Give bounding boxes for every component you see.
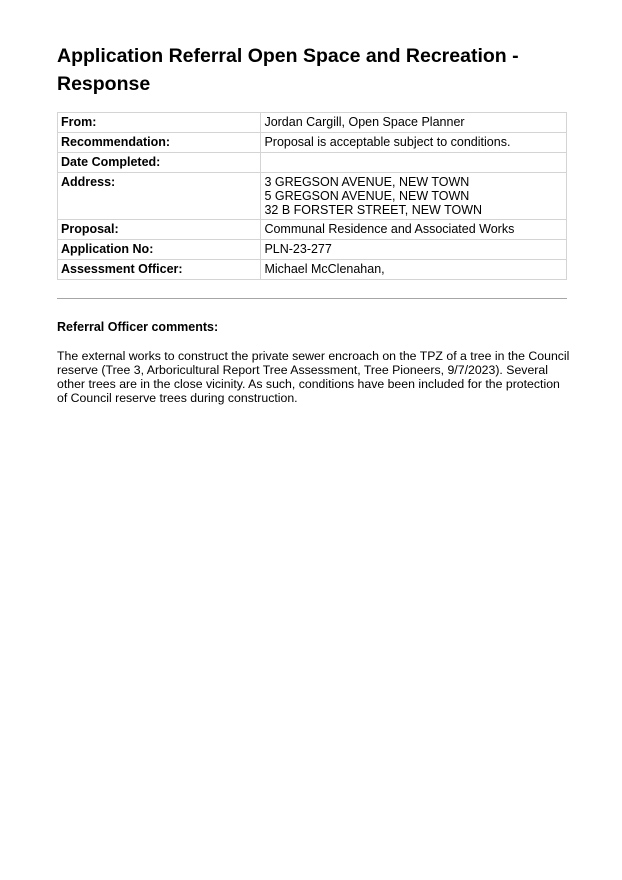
referral-details-table bbox=[57, 112, 567, 280]
application-no-label: Application No: bbox=[58, 240, 261, 260]
address-label: Address: bbox=[58, 173, 261, 220]
table-row-recommendation bbox=[58, 133, 567, 153]
date-completed-label: Date Completed: bbox=[58, 153, 261, 173]
proposal-value: Communal Residence and Associated Works bbox=[261, 220, 567, 240]
table-row-application-no bbox=[58, 240, 567, 260]
section-divider bbox=[57, 298, 567, 299]
proposal-label: Proposal: bbox=[58, 220, 261, 240]
comments-heading: Referral Officer comments: bbox=[57, 320, 219, 334]
address-line: 5 GREGSON AVENUE, NEW TOWN bbox=[264, 189, 470, 203]
page-title: Application Referral Open Space and Recreation - Response bbox=[57, 45, 519, 95]
from-value: Jordan Cargill, Open Space Planner bbox=[261, 113, 567, 133]
table-row-assessment-officer bbox=[58, 260, 567, 280]
address-line: 3 GREGSON AVENUE, NEW TOWN bbox=[264, 175, 470, 189]
table-row-date-completed bbox=[58, 153, 567, 173]
date-completed-value bbox=[261, 153, 567, 173]
assessment-officer-label: Assessment Officer: bbox=[58, 260, 261, 280]
from-label: From: bbox=[58, 113, 261, 133]
table-row-proposal bbox=[58, 220, 567, 240]
address-line: 32 B FORSTER STREET, NEW TOWN bbox=[264, 203, 483, 217]
table-row-from bbox=[58, 113, 567, 133]
table-row-address bbox=[58, 173, 567, 220]
assessment-officer-value: Michael McClenahan, bbox=[261, 260, 567, 280]
application-no-value: PLN-23-277 bbox=[261, 240, 567, 260]
recommendation-value: Proposal is acceptable subject to conditions. bbox=[261, 133, 567, 153]
address-value bbox=[261, 173, 567, 220]
recommendation-label: Recommendation: bbox=[58, 133, 261, 153]
comments-body: The external works to construct the private sewer encroach on the TPZ of a tree in the Council reserve (Tree 3, Arboricultural Report Tree Assessment, Tree Pioneers, 9/7/2023). Several other trees are in the close vicinity. As such, conditions have been included for the protection of Council reserve trees during construction. bbox=[57, 349, 570, 405]
